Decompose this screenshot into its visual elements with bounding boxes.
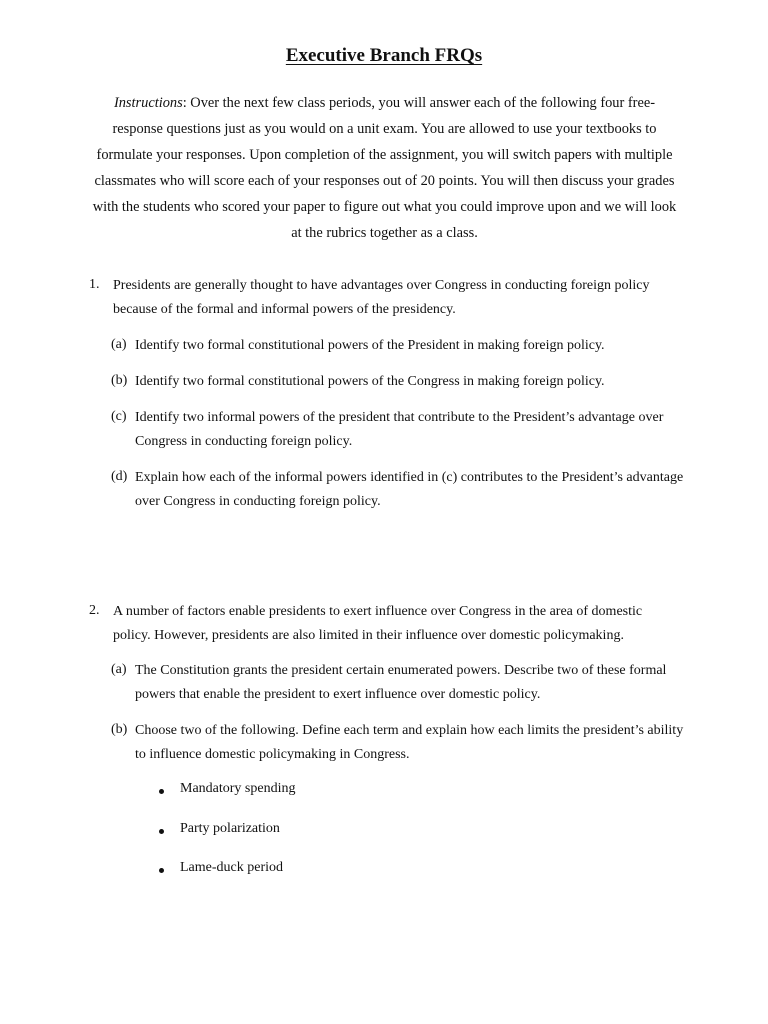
- page-title-text: Executive Branch FRQs: [285, 45, 483, 66]
- instructions-lead: Instructions: [113, 95, 183, 111]
- part-text: Identify two formal constitutional powers of the President in making foreign policy.: [135, 338, 605, 353]
- part-text: Explain how each of the informal powers identified in (c) contributes to the President’s advantage over Congress in conducting foreign policy.: [135, 470, 684, 509]
- part-text: Identify two formal constitutional powers of the Congress in making foreign policy.: [135, 374, 605, 389]
- instructions-body: Over the next few class periods, you will answer each of the following four free-response questions just as you would on a unit exam. You are allowed to use your textbooks to formulate your responses. Upon completion of the assignment, you will switch papers with multiple classmates who will score each of your responses out of 20 points. You will then discuss your grades with the students who scored your paper to figure out what you could improve upon and we will look at the rubrics together as a class.: [92, 95, 677, 241]
- question-2-number: 2.: [89, 603, 100, 618]
- part-text: Identify two informal powers of the president that contribute to the President’s advantage over Congress in conducting foreign policy.: [135, 410, 664, 449]
- part-letter: (a): [111, 662, 127, 677]
- instructions-paragraph: [92, 90, 677, 246]
- bullet-text: Mandatory spending: [180, 781, 296, 796]
- bullet-dot-icon: [159, 868, 164, 873]
- part-text: The Constitution grants the president certain enumerated powers. Describe two of these formal powers that enable the president to exert influence over domestic policy.: [135, 663, 667, 702]
- part-text: Choose two of the following. Define each term and explain how each limits the president’s ability to influence domestic policymaking in Congress.: [135, 723, 684, 762]
- page-title: [0, 45, 768, 67]
- bullet-dot-icon: [159, 829, 164, 834]
- question-1-number: 1.: [89, 277, 100, 292]
- part-letter: (b): [111, 373, 128, 388]
- instructions-colon: :: [182, 95, 187, 111]
- part-letter: (c): [111, 409, 127, 424]
- part-letter: (a): [111, 337, 127, 352]
- part-letter: (d): [111, 469, 128, 484]
- bullet-text: Lame-duck period: [180, 860, 284, 875]
- bullet-dot-icon: [159, 789, 164, 794]
- question-2-prompt: A number of factors enable presidents to exert influence over Congress in the area of domestic policy. However, presidents are also limited in their influence over domestic policymaking.: [113, 604, 643, 643]
- question-1-prompt: Presidents are generally thought to have advantages over Congress in conducting foreign policy because of the formal and informal powers of the presidency.: [113, 278, 650, 317]
- part-letter: (b): [111, 722, 128, 737]
- bullet-text: Party polarization: [180, 821, 280, 836]
